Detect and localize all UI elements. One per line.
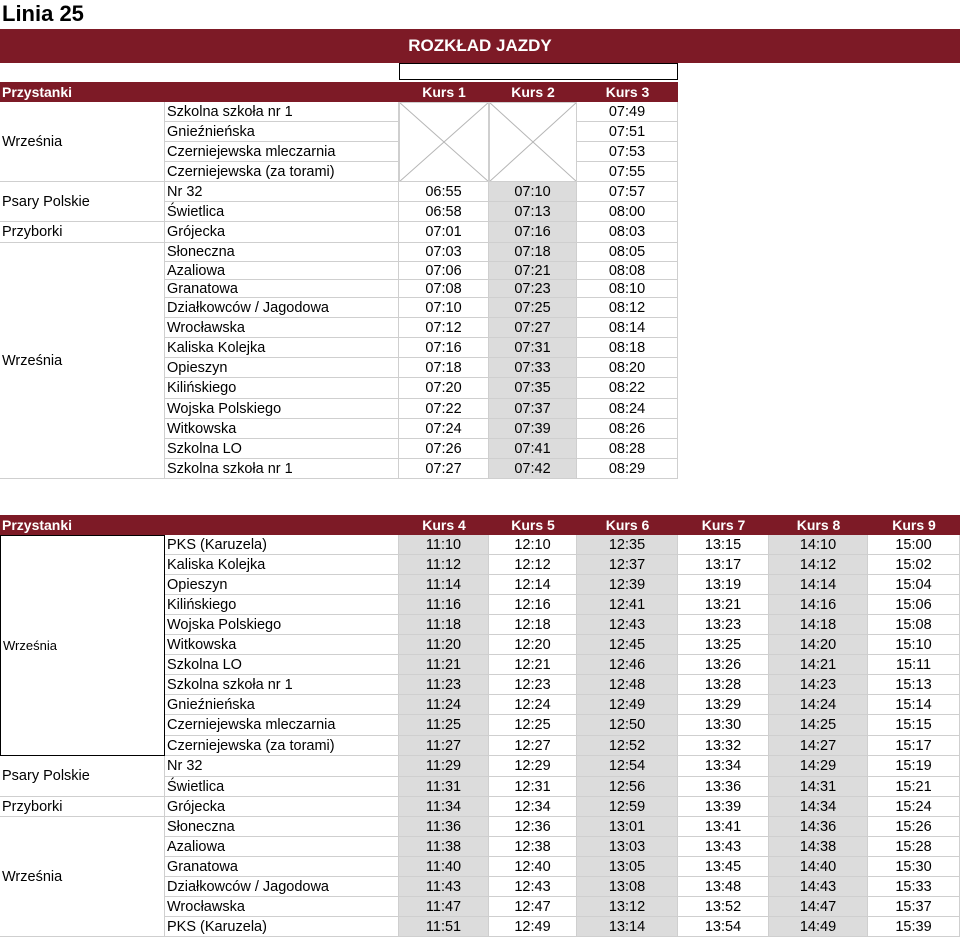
departure-time: 07:35 (489, 378, 577, 399)
departure-time: 11:31 (399, 777, 489, 797)
departure-time: 07:26 (399, 439, 489, 459)
departure-time: 11:12 (399, 555, 489, 575)
departure-time: 12:35 (577, 535, 678, 555)
departure-time: 12:37 (577, 555, 678, 575)
stop-name: Gnieźnieńska (164, 695, 399, 715)
departure-time: 08:24 (577, 399, 678, 419)
departure-time: 14:38 (769, 837, 868, 857)
departure-time: 15:14 (868, 695, 960, 715)
departure-time: 14:12 (769, 555, 868, 575)
departure-time: 12:49 (577, 695, 678, 715)
stop-name: Nr 32 (164, 182, 399, 202)
departure-time: 13:08 (577, 877, 678, 897)
stop-name: Nr 32 (164, 756, 399, 777)
stop-name: Działkowców / Jagodowa (164, 298, 399, 318)
departure-time: 13:28 (678, 675, 769, 695)
departure-time: 12:31 (489, 777, 577, 797)
departure-time: 14:21 (769, 655, 868, 675)
departure-time: 08:18 (577, 338, 678, 358)
stop-name: Witkowska (164, 419, 399, 439)
departure-time: 07:18 (399, 358, 489, 378)
departure-time: 07:57 (577, 182, 678, 202)
departure-time: 12:49 (489, 917, 577, 937)
stop-name: Szkolna LO (164, 655, 399, 675)
departure-time: 11:24 (399, 695, 489, 715)
header-course: Kurs 1 (422, 84, 466, 100)
departure-time: 15:39 (868, 917, 960, 937)
header-course: Kurs 2 (511, 84, 555, 100)
header-course: Kurs 5 (511, 517, 555, 533)
stop-name: Opieszyn (164, 575, 399, 595)
departure-time: 15:19 (868, 756, 960, 777)
departure-time: 06:55 (399, 182, 489, 202)
departure-time: 07:24 (399, 419, 489, 439)
departure-time: 13:21 (678, 595, 769, 615)
departure-time: 12:21 (489, 655, 577, 675)
departure-time: 07:22 (399, 399, 489, 419)
departure-time: 13:19 (678, 575, 769, 595)
departure-time: 11:40 (399, 857, 489, 877)
departure-time: 08:03 (577, 222, 678, 243)
departure-time: 15:17 (868, 736, 960, 756)
departure-time: 13:39 (678, 797, 769, 817)
departure-time: 11:16 (399, 595, 489, 615)
stop-name: Czerniejewska mleczarnia (164, 715, 399, 736)
departure-time: 07:55 (577, 162, 678, 182)
departure-time: 14:43 (769, 877, 868, 897)
departure-time: 12:45 (577, 635, 678, 655)
departure-time: 07:25 (489, 298, 577, 318)
departure-time: 07:12 (399, 318, 489, 338)
departure-time: 08:10 (577, 280, 678, 298)
town-name: Psary Polskie (0, 756, 165, 797)
stop-name: Słoneczna (164, 817, 399, 837)
blank-header-box (399, 63, 678, 80)
departure-time: 07:42 (489, 459, 577, 479)
departure-time: 11:43 (399, 877, 489, 897)
stop-name: PKS (Karuzela) (164, 917, 399, 937)
departure-time: 12:38 (489, 837, 577, 857)
departure-time: 12:43 (489, 877, 577, 897)
departure-time: 11:36 (399, 817, 489, 837)
header-course: Kurs 7 (701, 517, 746, 533)
departure-time: 14:40 (769, 857, 868, 877)
departure-time: 12:47 (489, 897, 577, 917)
departure-time: 08:20 (577, 358, 678, 378)
header-row (0, 515, 960, 535)
departure-time: 14:20 (769, 635, 868, 655)
header-stops: Przystanki (2, 84, 73, 100)
departure-time: 11:10 (399, 535, 489, 555)
departure-time: 13:36 (678, 777, 769, 797)
departure-time: 07:51 (577, 122, 678, 142)
departure-time: 14:36 (769, 817, 868, 837)
no-service-cross-icon (399, 102, 489, 182)
header-course: Kurs 4 (422, 517, 466, 533)
departure-time: 07:41 (489, 439, 577, 459)
town-name: Września (0, 817, 165, 937)
departure-time: 11:21 (399, 655, 489, 675)
stop-name: Kilińskiego (164, 378, 399, 399)
departure-time: 11:25 (399, 715, 489, 736)
departure-time: 07:53 (577, 142, 678, 162)
departure-time: 12:24 (489, 695, 577, 715)
town-name: Września (0, 535, 165, 756)
departure-time: 11:23 (399, 675, 489, 695)
departure-time: 15:08 (868, 615, 960, 635)
stop-name: Opieszyn (164, 358, 399, 378)
stop-name: Kilińskiego (164, 595, 399, 615)
header-stops: Przystanki (2, 517, 73, 533)
departure-time: 14:25 (769, 715, 868, 736)
departure-time: 12:10 (489, 535, 577, 555)
stop-name: Granatowa (164, 857, 399, 877)
departure-time: 14:49 (769, 917, 868, 937)
stop-name: Działkowców / Jagodowa (164, 877, 399, 897)
departure-time: 13:43 (678, 837, 769, 857)
departure-time: 15:30 (868, 857, 960, 877)
departure-time: 14:47 (769, 897, 868, 917)
departure-time: 15:33 (868, 877, 960, 897)
departure-time: 07:13 (489, 202, 577, 222)
departure-time: 12:23 (489, 675, 577, 695)
departure-time: 07:37 (489, 399, 577, 419)
stop-name: PKS (Karuzela) (164, 535, 399, 555)
departure-time: 14:18 (769, 615, 868, 635)
header-course: Kurs 6 (605, 517, 650, 533)
departure-time: 15:13 (868, 675, 960, 695)
departure-time: 07:27 (489, 318, 577, 338)
departure-time: 07:20 (399, 378, 489, 399)
departure-time: 12:41 (577, 595, 678, 615)
departure-time: 11:18 (399, 615, 489, 635)
header-course: Kurs 8 (796, 517, 841, 533)
departure-time: 12:39 (577, 575, 678, 595)
departure-time: 13:23 (678, 615, 769, 635)
stop-name: Azaliowa (164, 837, 399, 857)
departure-time: 07:16 (489, 222, 577, 243)
departure-time: 15:06 (868, 595, 960, 615)
departure-time: 13:32 (678, 736, 769, 756)
departure-time: 11:29 (399, 756, 489, 777)
stop-name: Wojska Polskiego (164, 615, 399, 635)
town-name: Przyborki (0, 222, 165, 243)
departure-time: 14:27 (769, 736, 868, 756)
departure-time: 12:14 (489, 575, 577, 595)
departure-time: 07:49 (577, 102, 678, 122)
departure-time: 15:04 (868, 575, 960, 595)
stop-name: Grójecka (164, 797, 399, 817)
stop-name: Kaliska Kolejka (164, 555, 399, 575)
departure-time: 06:58 (399, 202, 489, 222)
departure-time: 14:31 (769, 777, 868, 797)
departure-time: 12:43 (577, 615, 678, 635)
departure-time: 12:16 (489, 595, 577, 615)
departure-time: 13:17 (678, 555, 769, 575)
stop-name: Szkolna szkoła nr 1 (164, 102, 399, 122)
departure-time: 14:14 (769, 575, 868, 595)
departure-time: 08:08 (577, 262, 678, 280)
departure-time: 14:10 (769, 535, 868, 555)
header-row (0, 82, 678, 102)
departure-time: 08:00 (577, 202, 678, 222)
departure-time: 15:24 (868, 797, 960, 817)
town-name: Przyborki (0, 797, 165, 817)
departure-time: 15:02 (868, 555, 960, 575)
departure-time: 08:22 (577, 378, 678, 399)
departure-time: 12:25 (489, 715, 577, 736)
departure-time: 11:51 (399, 917, 489, 937)
departure-time: 12:46 (577, 655, 678, 675)
stop-name: Kaliska Kolejka (164, 338, 399, 358)
departure-time: 15:11 (868, 655, 960, 675)
departure-time: 13:41 (678, 817, 769, 837)
departure-time: 12:12 (489, 555, 577, 575)
stop-name: Szkolna LO (164, 439, 399, 459)
stop-name: Słoneczna (164, 243, 399, 262)
departure-time: 13:15 (678, 535, 769, 555)
departure-time: 12:52 (577, 736, 678, 756)
schedule-banner (0, 29, 960, 63)
stop-name: Gnieźnieńska (164, 122, 399, 142)
departure-time: 07:16 (399, 338, 489, 358)
departure-time: 12:54 (577, 756, 678, 777)
town-name: Września (0, 102, 165, 182)
stop-name: Granatowa (164, 280, 399, 298)
stop-name: Wrocławska (164, 318, 399, 338)
departure-time: 14:34 (769, 797, 868, 817)
departure-time: 15:10 (868, 635, 960, 655)
departure-time: 14:29 (769, 756, 868, 777)
departure-time: 07:23 (489, 280, 577, 298)
departure-time: 13:12 (577, 897, 678, 917)
departure-time: 14:23 (769, 675, 868, 695)
departure-time: 12:40 (489, 857, 577, 877)
departure-time: 15:28 (868, 837, 960, 857)
departure-time: 15:26 (868, 817, 960, 837)
departure-time: 15:37 (868, 897, 960, 917)
departure-time: 14:16 (769, 595, 868, 615)
departure-time: 15:15 (868, 715, 960, 736)
stop-name: Świetlica (164, 202, 399, 222)
departure-time: 11:20 (399, 635, 489, 655)
departure-time: 13:45 (678, 857, 769, 877)
town-name: Psary Polskie (0, 182, 165, 222)
departure-time: 13:48 (678, 877, 769, 897)
stop-name: Wrocławska (164, 897, 399, 917)
departure-time: 08:12 (577, 298, 678, 318)
departure-time: 07:21 (489, 262, 577, 280)
departure-time: 07:10 (489, 182, 577, 202)
stop-name: Witkowska (164, 635, 399, 655)
departure-time: 08:26 (577, 419, 678, 439)
departure-time: 07:06 (399, 262, 489, 280)
departure-time: 12:59 (577, 797, 678, 817)
departure-time: 07:10 (399, 298, 489, 318)
stop-name: Szkolna szkoła nr 1 (164, 675, 399, 695)
departure-time: 13:01 (577, 817, 678, 837)
departure-time: 12:18 (489, 615, 577, 635)
departure-time: 13:03 (577, 837, 678, 857)
departure-time: 11:14 (399, 575, 489, 595)
stop-name: Świetlica (164, 777, 399, 797)
departure-time: 07:08 (399, 280, 489, 298)
departure-time: 08:05 (577, 243, 678, 262)
departure-time: 12:34 (489, 797, 577, 817)
town-name: Września (0, 243, 165, 479)
departure-time: 13:25 (678, 635, 769, 655)
header-course: Kurs 9 (892, 517, 936, 533)
departure-time: 08:14 (577, 318, 678, 338)
departure-time: 07:18 (489, 243, 577, 262)
departure-time: 08:29 (577, 459, 678, 479)
departure-time: 15:21 (868, 777, 960, 797)
departure-time: 13:14 (577, 917, 678, 937)
departure-time: 11:38 (399, 837, 489, 857)
departure-time: 11:34 (399, 797, 489, 817)
departure-time: 12:29 (489, 756, 577, 777)
departure-time: 13:29 (678, 695, 769, 715)
stop-name: Grójecka (164, 222, 399, 243)
departure-time: 12:27 (489, 736, 577, 756)
stop-name: Czerniejewska mleczarnia (164, 142, 399, 162)
departure-time: 14:24 (769, 695, 868, 715)
departure-time: 07:03 (399, 243, 489, 262)
no-service-cross-icon (489, 102, 577, 182)
departure-time: 13:05 (577, 857, 678, 877)
departure-time: 12:36 (489, 817, 577, 837)
departure-time: 12:48 (577, 675, 678, 695)
departure-time: 07:01 (399, 222, 489, 243)
stop-name: Czerniejewska (za torami) (164, 162, 399, 182)
banner-title: ROZKŁAD JAZDY (408, 36, 552, 55)
departure-time: 13:30 (678, 715, 769, 736)
departure-time: 11:47 (399, 897, 489, 917)
departure-time: 13:54 (678, 917, 769, 937)
stop-name: Czerniejewska (za torami) (164, 736, 399, 756)
departure-time: 12:56 (577, 777, 678, 797)
departure-time: 12:20 (489, 635, 577, 655)
departure-time: 13:34 (678, 756, 769, 777)
departure-time: 07:27 (399, 459, 489, 479)
departure-time: 07:33 (489, 358, 577, 378)
departure-time: 12:50 (577, 715, 678, 736)
header-course: Kurs 3 (605, 84, 650, 100)
departure-time: 13:26 (678, 655, 769, 675)
stop-name: Szkolna szkoła nr 1 (164, 459, 399, 479)
departure-time: 08:28 (577, 439, 678, 459)
departure-time: 11:27 (399, 736, 489, 756)
departure-time: 07:39 (489, 419, 577, 439)
stop-name: Azaliowa (164, 262, 399, 280)
departure-time: 07:31 (489, 338, 577, 358)
departure-time: 15:00 (868, 535, 960, 555)
page-title: Linia 25 (2, 1, 84, 26)
stop-name: Wojska Polskiego (164, 399, 399, 419)
departure-time: 13:52 (678, 897, 769, 917)
